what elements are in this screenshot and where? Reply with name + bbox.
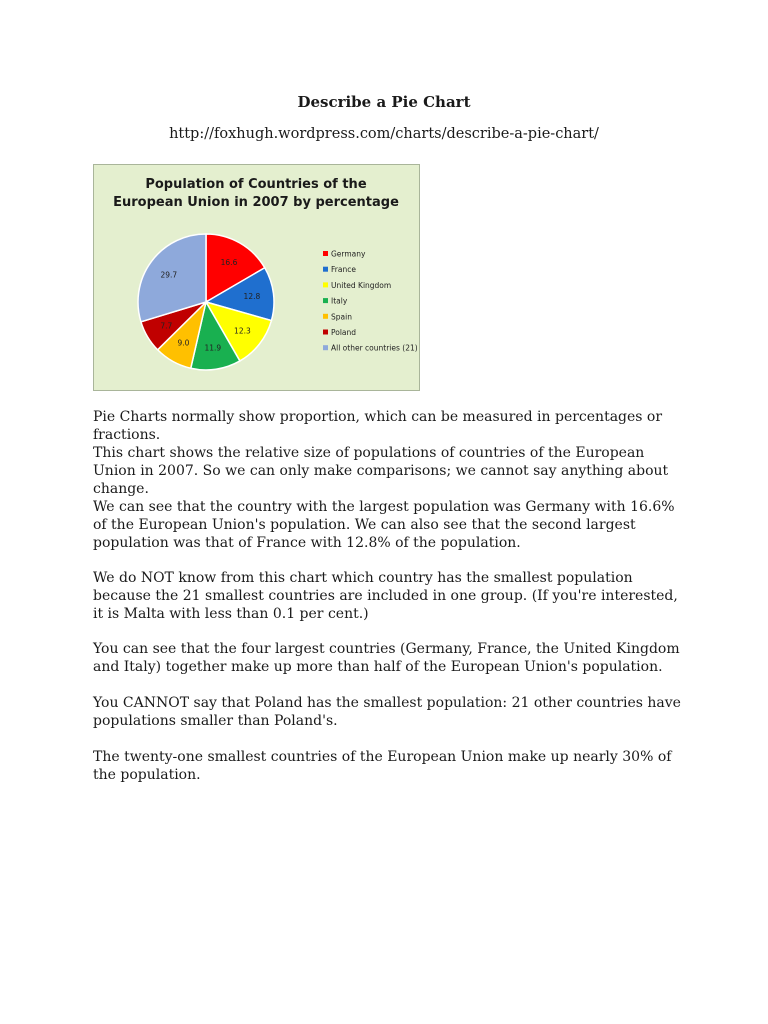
paragraph-1: Pie Charts normally show proportion, which can be measured in percentages or fractions.	[93, 409, 663, 443]
legend-label-all-other-countries-21: All other countries (21)	[331, 343, 418, 353]
legend-label-france: France	[331, 265, 356, 275]
legend-swatch-germany	[323, 251, 328, 256]
paragraph-6: You CANNOT say that Poland has the smallest population: 21 other countries have populations smaller than Poland's.	[93, 695, 681, 729]
paragraph-4: We do NOT know from this chart which country has the smallest population because the 21 smallest countries are included in one group. (If you're interested, it is Malta with less than 0.1 per cent.)	[93, 570, 678, 622]
paragraph-7: The twenty-one smallest countries of the European Union make up nearly 30% of the population.	[93, 749, 672, 783]
chart-title-line-2: European Union in 2007 by percentage	[113, 195, 399, 210]
legend-label-germany: Germany	[331, 249, 366, 259]
legend-label-united-kingdom: United Kingdom	[331, 280, 392, 290]
pie-chart-svg	[94, 165, 419, 390]
paragraph-5: You can see that the four largest countries (Germany, France, the United Kingdom and Italy) together make up more than half of the European Union's population.	[93, 641, 680, 675]
chart-legend	[323, 250, 418, 353]
legend-swatch-france	[323, 267, 328, 272]
legend-label-spain: Spain	[331, 312, 352, 322]
legend-swatch-poland	[323, 330, 328, 335]
legend-swatch-united-kingdom	[323, 282, 328, 287]
legend-label-italy: Italy	[331, 296, 348, 306]
pie-chart	[93, 164, 420, 391]
slice-label-spain: 9.0	[177, 338, 190, 348]
slice-label-united-kingdom: 12.3	[234, 326, 251, 336]
legend-swatch-spain	[323, 314, 328, 319]
chart-title-line-1: Population of Countries of the	[145, 177, 367, 192]
page-title: Describe a Pie Chart	[297, 93, 471, 111]
slice-label-poland: 7.7	[160, 321, 173, 331]
slice-label-all-other-countries-21: 29.7	[160, 270, 178, 280]
legend-swatch-italy	[323, 298, 328, 303]
legend-label-poland: Poland	[331, 328, 357, 337]
slice-label-italy: 11.9	[204, 343, 222, 353]
source-link[interactable]: http://foxhugh.wordpress.com/charts/describe-a-pie-chart/	[169, 126, 599, 142]
slice-label-germany: 16.6	[220, 257, 238, 267]
legend-swatch-all-other-countries-21	[323, 345, 328, 350]
slice-label-france: 12.8	[243, 292, 261, 302]
paragraph-3: We can see that the country with the largest population was Germany with 16.6% of the European Union's population. We can also see that the second largest population was that of France with 12.8% of the population.	[93, 499, 675, 551]
paragraph-2: This chart shows the relative size of populations of countries of the European Union in 2007. So we can only make comparisons; we cannot say anything about change.	[93, 445, 669, 497]
